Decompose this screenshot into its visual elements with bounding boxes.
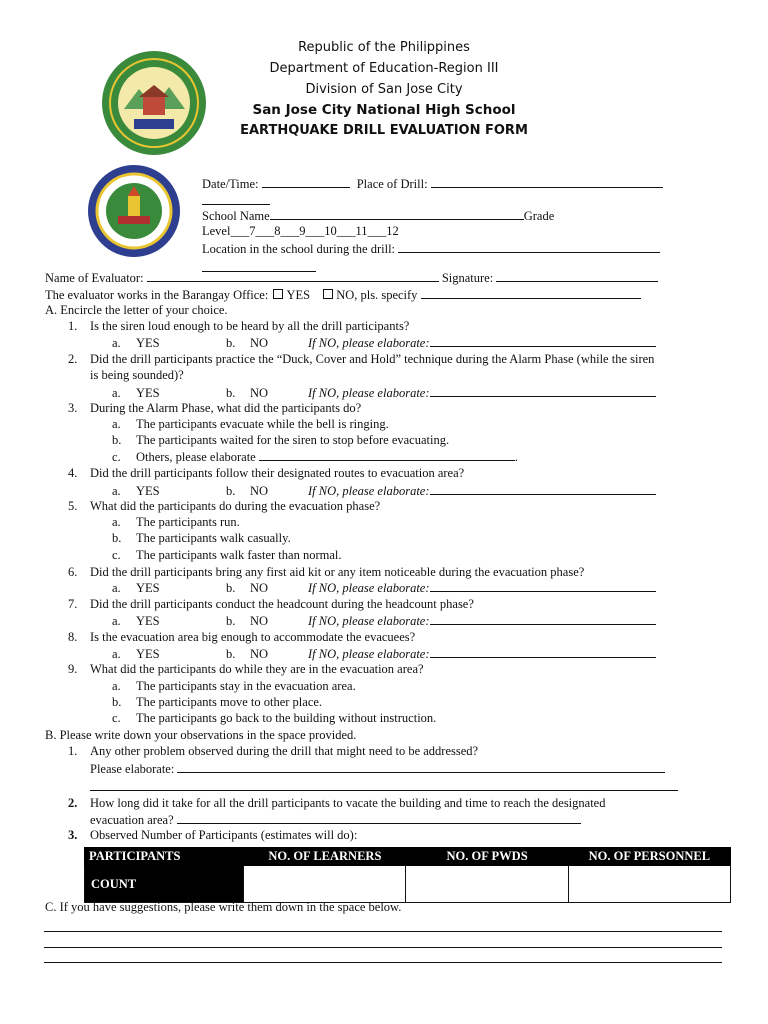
q8-yes-option[interactable]: YES	[136, 647, 160, 661]
header-learners: NO. OF LEARNERS	[244, 848, 406, 866]
q4-elaborate-field[interactable]	[430, 483, 656, 495]
q1-elaborate-field[interactable]	[430, 335, 656, 347]
q2-no-option[interactable]: NO	[250, 386, 269, 400]
section-c-title: C. If you have suggestions, please write them down in the space below.	[45, 900, 402, 914]
date-time-row: Date/Time: Place of Drill:	[202, 176, 663, 192]
q4-yes-option[interactable]: YES	[136, 484, 160, 498]
header-pwds: NO. OF PWDS	[406, 848, 568, 866]
q2-yes-option[interactable]: YES	[136, 386, 160, 400]
q6-no-option[interactable]: NO	[250, 581, 269, 595]
barangay-row: The evaluator works in the Barangay Office: YES NO, pls. specify	[45, 287, 641, 303]
place-of-drill-field[interactable]	[431, 176, 663, 188]
header-personnel: NO. OF PERSONNEL	[568, 848, 730, 866]
grade-level-options[interactable]: Level___7___8___9___10___11___12	[202, 224, 399, 238]
header-republic: Republic of the Philippines	[298, 40, 470, 55]
location-field[interactable]	[398, 241, 660, 253]
observation-1-field[interactable]	[177, 761, 665, 773]
pwds-count-cell[interactable]	[406, 866, 568, 903]
school-seal-logo	[84, 164, 184, 258]
q8-elaborate-field[interactable]	[430, 646, 656, 658]
form-title: EARTHQUAKE DRILL EVALUATION FORM	[240, 123, 528, 138]
observation-1-elaborate: Please elaborate:	[90, 761, 665, 777]
q9-option-a[interactable]: a. The participants stay in the evacuation area.	[112, 679, 356, 693]
q3-option-c[interactable]: c. Others, please elaborate .	[112, 450, 518, 464]
question-2: 2. Did the drill participants practice the “Duck, Cover and Hold” technique during the Alarm Phase (while the siren	[68, 352, 655, 366]
q3-option-a[interactable]: a. The participants evacuate while the bell is ringing.	[112, 417, 389, 431]
header-participants: PARTICIPANTS	[85, 848, 244, 866]
question-2-options: a. YES b. NO If NO, please elaborate:	[112, 385, 656, 401]
school-name-row: School Name Grade	[202, 209, 555, 223]
q4-no-option[interactable]: NO	[250, 484, 269, 498]
question-7-options: a. YES b. NO If NO, please elaborate:	[112, 613, 656, 629]
suggestion-line-1[interactable]	[44, 931, 722, 932]
q8-no-option[interactable]: NO	[250, 647, 269, 661]
signature-field[interactable]	[496, 270, 658, 282]
question-6-options: a. YES b. NO If NO, please elaborate:	[112, 580, 656, 596]
question-3: 3. During the Alarm Phase, what did the participants do?	[68, 401, 362, 415]
q9-option-c[interactable]: c. The participants go back to the building without instruction.	[112, 711, 437, 725]
participants-count-table	[84, 847, 731, 903]
observation-2: 2. How long did it take for all the drill participants to vacate the building and time to reach the designated	[68, 796, 606, 810]
row-label-count: COUNT	[85, 866, 244, 903]
suggestion-line-3[interactable]	[44, 962, 722, 963]
question-7: 7. Did the drill participants conduct the headcount during the headcount phase?	[68, 597, 474, 611]
no-checkbox[interactable]	[323, 289, 333, 299]
observation-2-field[interactable]	[177, 812, 581, 824]
q1-yes-option[interactable]: YES	[136, 336, 160, 350]
header-department: Department of Education-Region III	[269, 61, 499, 76]
evaluator-name-field[interactable]	[147, 270, 439, 282]
q7-yes-option[interactable]: YES	[136, 614, 160, 628]
question-4-options: a. YES b. NO If NO, please elaborate:	[112, 483, 656, 499]
observation-3: 3. Observed Number of Participants (estimates will do):	[68, 828, 358, 842]
specify-field[interactable]	[421, 287, 641, 299]
question-1-options: a. YES b. NO If NO, please elaborate:	[112, 335, 656, 351]
q3-others-field[interactable]	[259, 449, 515, 461]
q3-option-b[interactable]: b. The participants waited for the siren to stop before evacuating.	[112, 433, 450, 447]
date-time-field[interactable]	[262, 176, 350, 188]
question-8: 8. Is the evacuation area big enough to accommodate the evacuees?	[68, 630, 416, 644]
q5-option-b[interactable]: b. The participants walk casually.	[112, 531, 291, 545]
learners-count-cell[interactable]	[244, 866, 406, 903]
observation-1-line-2[interactable]	[90, 790, 678, 791]
location-row: Location in the school during the drill:	[202, 241, 660, 257]
q5-option-c[interactable]: c. The participants walk faster than normal.	[112, 548, 342, 562]
question-8-options: a. YES b. NO If NO, please elaborate:	[112, 646, 656, 662]
q6-elaborate-field[interactable]	[430, 580, 656, 592]
section-a-title: A. Encircle the letter of your choice.	[45, 303, 228, 317]
question-6: 6. Did the drill participants bring any first aid kit or any item noticeable during the evacuation phase?	[68, 565, 585, 579]
school-name-field[interactable]	[270, 208, 524, 220]
evaluator-row: Name of Evaluator: Signature:	[45, 270, 658, 286]
question-4: 4. Did the drill participants follow their designated routes to evacuation area?	[68, 466, 465, 480]
header-division: Division of San Jose City	[305, 82, 463, 97]
q6-yes-option[interactable]: YES	[136, 581, 160, 595]
date-time-continuation-line	[202, 204, 270, 205]
question-5: 5. What did the participants do during the evacuation phase?	[68, 499, 381, 513]
personnel-count-cell[interactable]	[568, 866, 730, 903]
yes-checkbox[interactable]	[273, 289, 283, 299]
q7-no-option[interactable]: NO	[250, 614, 269, 628]
header-school-name: San Jose City National High School	[252, 102, 516, 118]
suggestion-line-2[interactable]	[44, 947, 722, 948]
observation-1: 1. Any other problem observed during the drill that might need to be addressed?	[68, 744, 479, 758]
question-9: 9. What did the participants do while they are in the evacuation area?	[68, 662, 424, 676]
q9-option-b[interactable]: b. The participants move to other place.	[112, 695, 323, 709]
question-1: 1. Is the siren loud enough to be heard by all the drill participants?	[68, 319, 410, 333]
q7-elaborate-field[interactable]	[430, 613, 656, 625]
q1-no-option[interactable]: NO	[250, 336, 269, 350]
section-b-title: B. Please write down your observations in the space provided.	[45, 728, 357, 742]
q2-elaborate-field[interactable]	[430, 385, 656, 397]
question-2-cont: is being sounded)?	[90, 368, 184, 382]
observation-2-cont: evacuation area?	[90, 812, 581, 828]
q5-option-a[interactable]: a. The participants run.	[112, 515, 240, 529]
